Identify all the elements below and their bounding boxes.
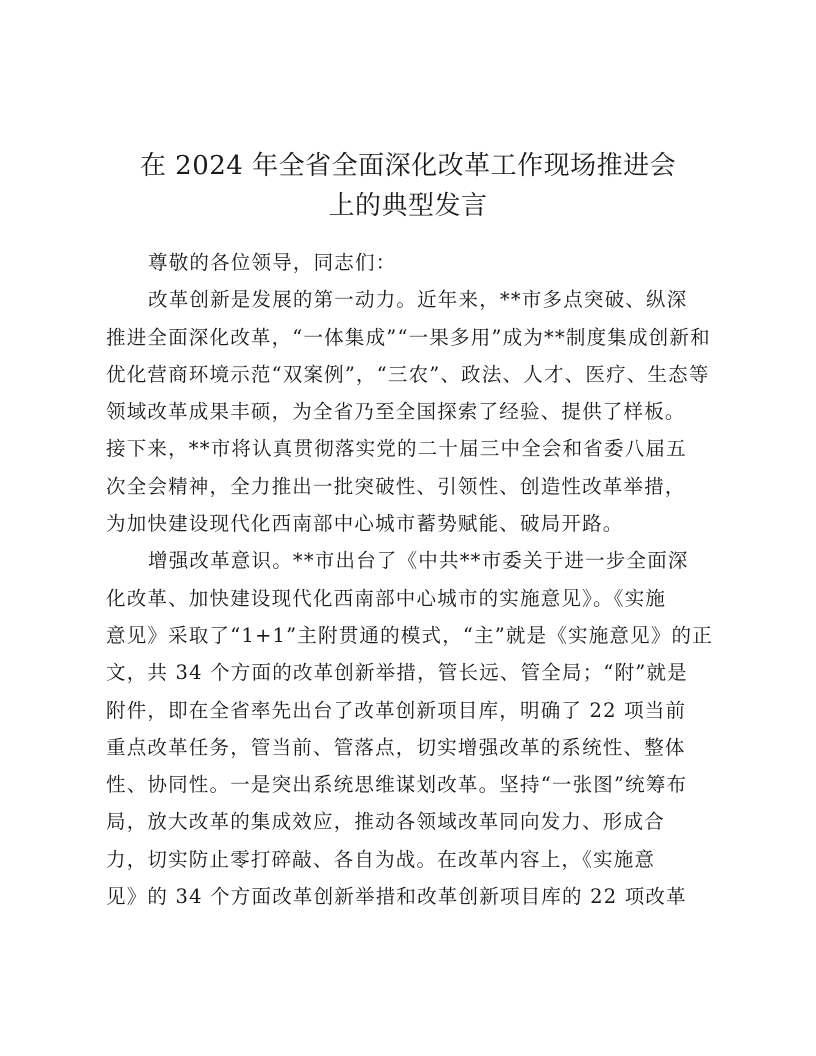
title-line: 在 2024 年全省全面深化改革工作现场推进会: [139, 151, 677, 181]
body-line: 增强改革意识。**市出台了《中共**市委关于进一步全面深: [148, 549, 689, 573]
body-line: 优化营商环境示范“双案例”，“三农”、政法、人才、医疗、生态等: [106, 362, 710, 386]
body-line: 尊敬的各位领导，同志们：: [148, 251, 397, 274]
body-line: 为加快建设现代化西南部中心城市蓄势赋能、破局开路。: [106, 512, 624, 536]
body-line: 推进全面深化改革，“一体集成”“一果多用”成为**制度集成创新和: [106, 325, 711, 349]
body-line: 力，切实防止零打碎敲、各自为战。在改革内容上，《实施意: [106, 847, 656, 871]
body-line: 化改革、加快建设现代化西南部中心城市的实施意见》。《实施: [106, 586, 667, 610]
body-line: 附件，即在全省率先出台了改革创新项目库，明确了 22 项当前: [106, 698, 687, 722]
body-line: 见》的 34 个方面改革创新举措和改革创新项目库的 22 项改革: [106, 885, 687, 909]
title-line: 上的典型发言: [328, 191, 488, 221]
body-line: 次全会精神，全力推出一批突破性、引领性、创造性改革举措，: [106, 474, 686, 498]
body-line: 领域改革成果丰硕，为全省乃至全国探索了经验、提供了样板。: [106, 400, 686, 424]
body-line: 文，共 34 个方面的改革创新举措，管长远、管全局；“附”就是: [106, 661, 688, 685]
document-body: [106, 244, 716, 915]
body-line: 意见》采取了“1+1”主附贯通的模式，“主”就是《实施意见》的正: [106, 623, 713, 647]
body-line: 接下来，**市将认真贯彻落实党的二十届三中全会和省委八届五: [106, 437, 687, 461]
body-line: 重点改革任务，管当前、管落点，切实增强改革的系统性、整体: [106, 735, 686, 759]
document-title: [100, 146, 716, 226]
body-line: 改革创新是发展的第一动力。近年来，**市多点突破、纵深: [148, 288, 688, 312]
body-line: 性、协同性。一是突出系统思维谋划改革。坚持“一张图”统筹布: [106, 773, 688, 797]
body-line: 局，放大改革的集成效应，推动各领域改革同向发力、形成合: [106, 810, 665, 834]
